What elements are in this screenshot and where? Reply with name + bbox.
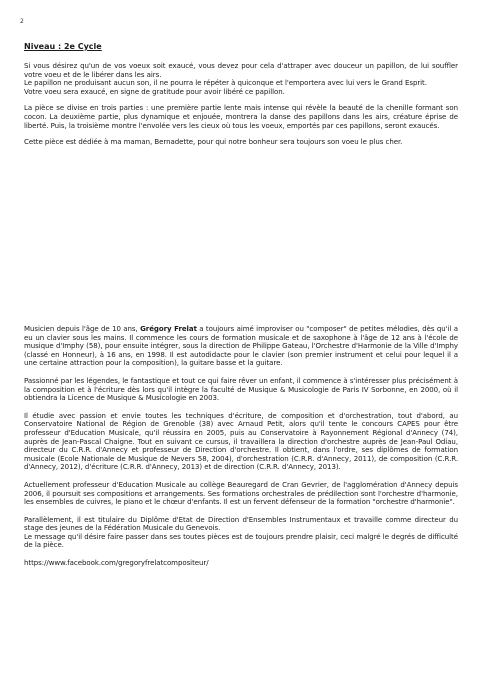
bio-paragraph-6: Le message qu'il désire faire passer dans ses toutes pièces est de toujours prendre plaisir, ceci malgré le degrés de difficulté de la pièce. bbox=[24, 532, 458, 550]
work-description bbox=[24, 62, 458, 155]
bio-paragraph-1 bbox=[24, 325, 458, 368]
bio-paragraph-2: Passionné par les légendes, le fantastique et tout ce qui faire rêver un enfant, il commence à s'intéresser plus précisément à la composition et à l'écriture dès lors qu'il intègre la faculté de Musique & Musicologie de Paris IV Sorbonne, en 2000, où il obtiendra la Licence de Musique & Musicologie en 2003. bbox=[24, 376, 458, 403]
page-number: 2 bbox=[20, 18, 24, 25]
facebook-link[interactable]: https://www.facebook.com/gregoryfrelatcompositeur/ bbox=[24, 559, 209, 568]
bio-paragraph-4: Actuellement professeur d'Education Musicale au collège Beauregard de Cran Gevrier, de l'agglomération d'Annecy depuis 2006, il poursuit ses compositions et arrangements. Ses formations orchestrales de prédilection sont l'orchestre d'harmonie, les ensembles de cuivres, le piano et le chœur d'enfants. Il est un fervent défenseur de la formation "orchestre d'harmonie". bbox=[24, 480, 458, 507]
bio-paragraph-1-rest: a toujours aimé improviser ou "composer" de petites mélodies, dès qu'il a eu un clavier sous les mains. Il commence les cours de formation musicale et de saxophone à l'âge de 12 ans à l'école de musique d'Imphy (58), pour ensuite intégrer, sous la direction de Philippe Gateau, l'Orchestre d'Harmonie de la Ville d'Imphy (classé en Honneur), à 16 ans, en 1998. Il est autodidacte pour le clavier (son premier instrument et celui pour lequel il a une certaine attraction pour la composition), la guitare basse et la guitare. bbox=[24, 325, 458, 368]
composer-biography bbox=[24, 325, 458, 577]
legend-paragraph-1: Si vous désirez qu'un de vos voeux soit exaucé, vous devez pour cela d'attraper avec douceur un papillon, de lui souffler votre voeu et de le libérer dans les airs. bbox=[24, 62, 458, 79]
dedication-paragraph: Cette pièce est dédiée à ma maman, Bernadette, pour qui notre bonheur sera toujours son voeu le plus cher. bbox=[24, 138, 403, 147]
bio-paragraph-3: Il étudie avec passion et envie toutes les techniques d'écriture, de composition et d'orchestration, tout d'abord, au Conservatoire National de Région de Grenoble (38) avec Arnaud Petit, alors qu'il tente le concours CAPES pour être professeur d'Education Musicale, qu'il réussira en 2005, puis au Conservatoire à Rayonnement Régional d'Annecy (74), auprès de Jean-Pascal Chaigne. Tout en suivant ce cursus, il travaillera la direction d'orchestre auprès de Jean-Paul Odiau, directeur du C.R.R. d'Annecy et professeur de Direction d'orchestre. Il obtient, dans l'ordre, ses diplômes de formation musicale (Ecole Nationale de Musique de Nevers 58, 2004), d'orchestration (C.R.R. d'Annecy, 2011), de composition (C.R.R. d'Annecy, 2012), d'écriture (C.R.R. d'Annecy, 2013) et de direction (C.R.R. d'Annecy, 2013). bbox=[24, 411, 458, 472]
legend-paragraph-2: Le papillon ne produisant aucun son, il ne pourra le répéter à quiconque et l'emportera avec lui vers le Grand Esprit. bbox=[24, 79, 427, 88]
bio-paragraph-5: Parallèlement, il est titulaire du Diplôme d'Etat de Direction d'Ensembles Instrumentaux et travaille comme directeur du stage des jeunes de la Fédération Musicale du Genevois. bbox=[24, 515, 458, 533]
composer-name: Grégory Frelat bbox=[140, 325, 197, 333]
legend-paragraph-3: Votre voeu sera exaucé, en signe de gratitude pour avoir libéré ce papillon. bbox=[24, 87, 285, 96]
structure-paragraph: La pièce se divise en trois parties : une première partie lente mais intense qui révèle la beauté de la chenille formant son cocon. La deuxième partie, plus dynamique et enjouée, montrera la danse des papillons dans les airs, créature éprise de liberté. Puis, la troisième montre l'envolée vers les cieux où tous les voeux, emportés par ces papillons, seront exaucés. bbox=[24, 104, 458, 130]
bio-paragraph-1-start: Musicien depuis l'âge de 10 ans, bbox=[24, 325, 141, 333]
level-heading: Niveau : 2e Cycle bbox=[24, 42, 102, 51]
